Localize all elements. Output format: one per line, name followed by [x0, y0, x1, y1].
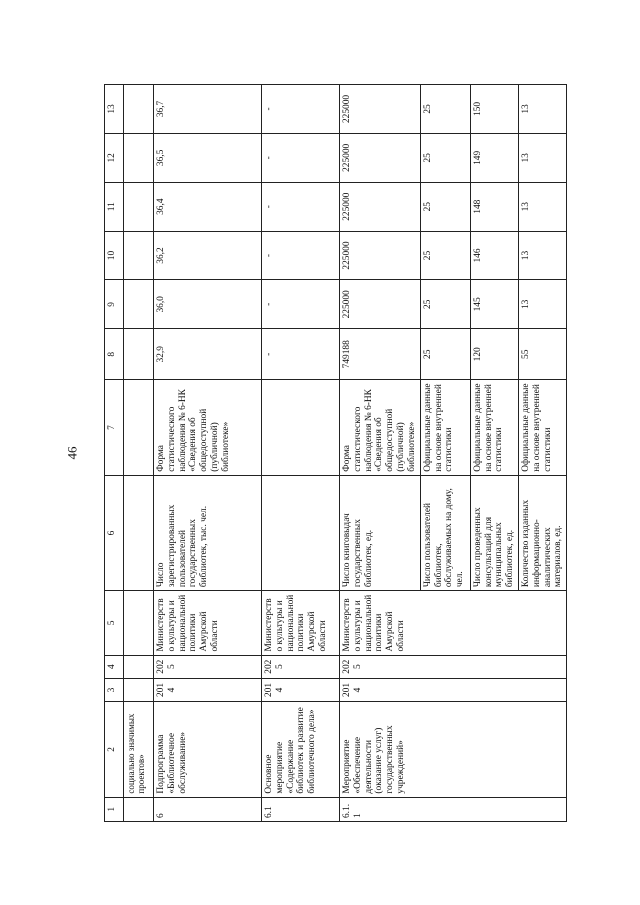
- continuation-text: социально значимых проектов»: [124, 702, 154, 797]
- table-row: [340, 85, 421, 822]
- indicator-name: Количество изданных информационно-аналитических материалов, ед.: [518, 475, 566, 590]
- indicator-value: -: [262, 231, 340, 280]
- end-year: 2025: [154, 655, 262, 678]
- header-cell: 2: [105, 702, 124, 797]
- indicator-name: Число зарегистрированных пользователей государственных библиотек, тыс. чел.: [154, 475, 262, 590]
- indicator-source: Официальные данные на основе внутренней статистики: [420, 380, 470, 475]
- indicator-value: 36,7: [154, 85, 262, 134]
- indicator-name: Число книговыдач государственных библиотек, ед.: [340, 475, 421, 590]
- row-code: 6.1: [262, 797, 340, 821]
- indicator-value: 225000: [340, 231, 421, 280]
- start-year: 2014: [340, 678, 567, 701]
- row-name: Мероприятие «Обеспечение деятельности (оказание услуг) государственных учреждений»: [340, 702, 567, 797]
- indicators-table: [104, 84, 567, 822]
- header-cell: 10: [105, 231, 124, 280]
- indicator-value: -: [262, 329, 340, 380]
- indicator-name: Число проведенных консультаций для муниципальных библиотек, ед.: [470, 475, 518, 590]
- indicator-source: Официальные данные на основе внутренней статистики: [518, 380, 566, 475]
- empty-cell: [124, 591, 154, 655]
- indicator-value: -: [262, 133, 340, 182]
- indicator-value: 13: [518, 182, 566, 231]
- indicator-value: 36,2: [154, 231, 262, 280]
- indicator-value: 25: [420, 85, 470, 134]
- header-cell: 1: [105, 797, 124, 821]
- indicator-value: 32,9: [154, 329, 262, 380]
- header-cell: 8: [105, 329, 124, 380]
- row-name: Основное мероприятие «Содержание библиотек и развитие библиотечного дела»: [262, 702, 340, 797]
- page-number-text: 46: [64, 446, 79, 460]
- header-cell: 13: [105, 85, 124, 134]
- page-number: [60, 438, 84, 468]
- header-cell: 11: [105, 182, 124, 231]
- indicator-value: 25: [420, 329, 470, 380]
- indicator-value: 150: [470, 85, 518, 134]
- table-row: [154, 85, 262, 822]
- header-row: [105, 85, 124, 822]
- indicator-value: 225000: [340, 280, 421, 329]
- indicator-value: 36,4: [154, 182, 262, 231]
- indicator-name: [262, 475, 340, 590]
- header-cell: 6: [105, 475, 124, 590]
- empty-cell: [124, 475, 154, 590]
- indicator-value: 25: [420, 280, 470, 329]
- indicator-source: Форма статистического наблюдения № 6-НК «Сведения об общедоступной (публичной) библиотеке»: [154, 380, 262, 475]
- rotated-table-wrapper: [104, 84, 564, 822]
- row-name: Подпрограмма «Библиотечное обслуживание»: [154, 702, 262, 797]
- empty-cell: [124, 329, 154, 380]
- empty-cell: [124, 678, 154, 701]
- indicator-source: [262, 380, 340, 475]
- end-year: 2025: [340, 655, 567, 678]
- continuation-row: [124, 85, 154, 822]
- start-year: 2014: [154, 678, 262, 701]
- header-cell: 5: [105, 591, 124, 655]
- indicator-value: 225000: [340, 182, 421, 231]
- empty-cell: [124, 380, 154, 475]
- empty-cell: [124, 797, 154, 821]
- indicator-value: 13: [518, 231, 566, 280]
- indicator-value: -: [262, 85, 340, 134]
- indicator-value: 25: [420, 133, 470, 182]
- indicator-value: 13: [518, 133, 566, 182]
- indicator-value: 25: [420, 231, 470, 280]
- indicator-value: 13: [518, 85, 566, 134]
- indicator-value: 55: [518, 329, 566, 380]
- empty-cell: [124, 231, 154, 280]
- end-year: 2025: [262, 655, 340, 678]
- indicator-value: 149: [470, 133, 518, 182]
- indicator-value: 146: [470, 231, 518, 280]
- executor: Министерство культуры и национальной политики Амурской области: [262, 591, 340, 655]
- indicator-source: Форма статистического наблюдения № 6-НК «Сведения об общедоступной (публичной) библиотеке»: [340, 380, 421, 475]
- header-cell: 7: [105, 380, 124, 475]
- start-year: 2014: [262, 678, 340, 701]
- indicator-value: 225000: [340, 85, 421, 134]
- empty-cell: [124, 182, 154, 231]
- indicator-value: 148: [470, 182, 518, 231]
- table-frame: [104, 84, 564, 822]
- indicator-value: 749188: [340, 329, 421, 380]
- header-cell: 4: [105, 655, 124, 678]
- indicator-value: 36,5: [154, 133, 262, 182]
- indicator-source: Официальные данные на основе внутренней статистики: [470, 380, 518, 475]
- indicator-value: 145: [470, 280, 518, 329]
- indicator-value: 225000: [340, 133, 421, 182]
- indicator-value: 25: [420, 182, 470, 231]
- indicator-value: -: [262, 182, 340, 231]
- indicator-value: -: [262, 280, 340, 329]
- table-row: [262, 85, 340, 822]
- header-cell: 3: [105, 678, 124, 701]
- empty-cell: [124, 280, 154, 329]
- indicator-name: Число пользователей библиотек, обслуживаемых на дому, чел.: [420, 475, 470, 590]
- executor: Министерство культуры и национальной политики Амурской области: [340, 591, 567, 655]
- empty-cell: [124, 655, 154, 678]
- executor: Министерство культуры и национальной политики Амурской области: [154, 591, 262, 655]
- header-cell: 9: [105, 280, 124, 329]
- indicator-value: 13: [518, 280, 566, 329]
- row-code: 6: [154, 797, 262, 821]
- empty-cell: [124, 85, 154, 134]
- indicator-value: 120: [470, 329, 518, 380]
- indicator-value: 36,0: [154, 280, 262, 329]
- row-code: 6.1.1: [340, 797, 567, 821]
- empty-cell: [124, 133, 154, 182]
- header-cell: 12: [105, 133, 124, 182]
